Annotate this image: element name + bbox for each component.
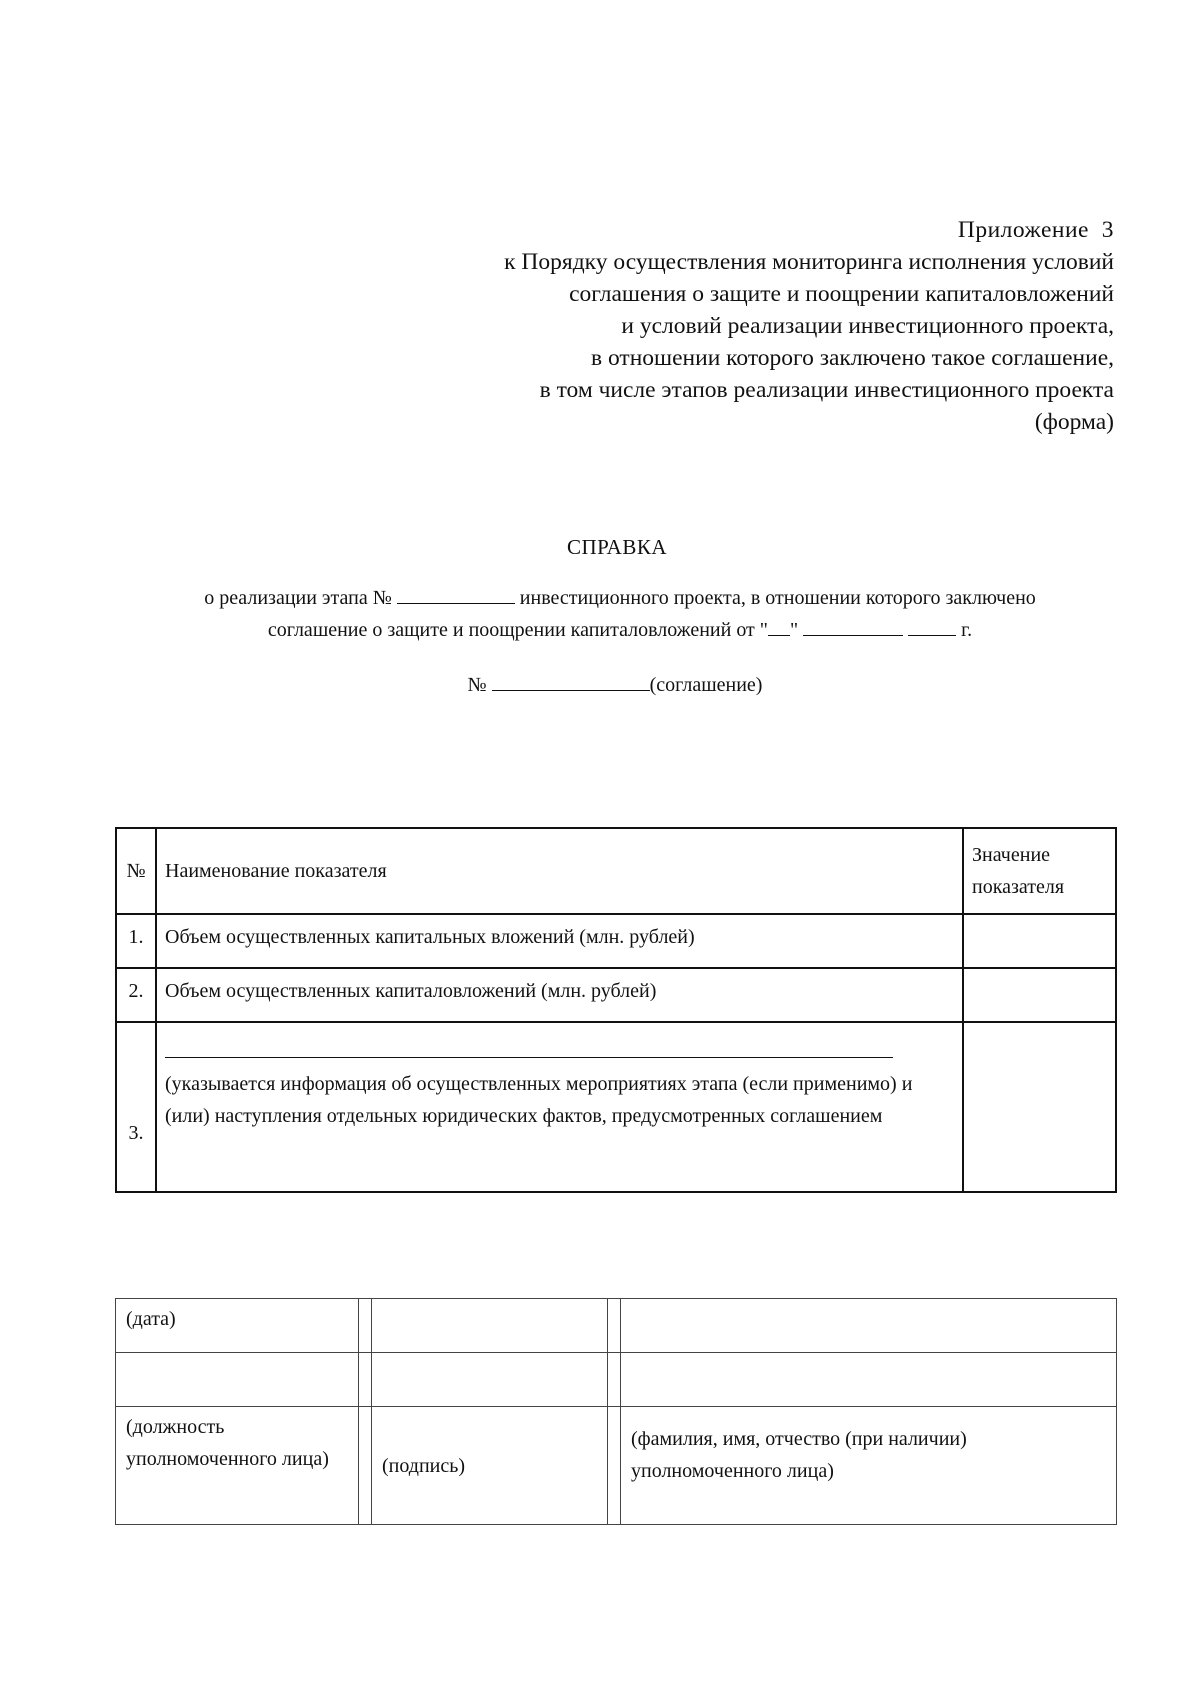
signature-field[interactable] [372,1353,608,1407]
document-title: СПРАВКА [566,535,667,559]
row-name: (указывается информация об осуществленных мероприятиях этапа (если применимо) и (или) наступления отдельных юридических фактов, предусмотренных соглашением [165,1073,913,1127]
date-empty-cell[interactable] [621,1299,1117,1353]
row-value-cell[interactable] [963,968,1116,1022]
agreement-number-blank[interactable] [492,672,650,691]
table-row [116,1022,1116,1192]
row-value-cell[interactable] [963,1022,1116,1192]
spacer-cell [608,1353,621,1407]
signature-label: (подпись) [372,1407,608,1525]
row-name: Объем осуществленных капиталовложений (млн. рублей) [156,968,963,1022]
appendix-label: Приложение 3 [957,217,1114,243]
number-sign: № [467,674,487,696]
appendix-line: в том числе этапов реализации инвестиционного проекта [539,377,1114,403]
spacer-cell [359,1407,372,1525]
appendix-line: соглашения о защите и поощрении капиталовложений [569,281,1114,307]
appendix-form-label: (форма) [1034,409,1114,435]
indicators-table [115,827,1117,1193]
agreement-number-line [0,672,1200,697]
header-num: № [116,828,156,914]
fill-in-line[interactable] [165,1029,893,1058]
row-num: 2. [116,968,156,1022]
signature-label-row [116,1407,1117,1525]
table-header-row [116,828,1116,914]
row-num: 1. [116,914,156,968]
subtitle-text: " [789,619,799,641]
day-blank[interactable] [768,617,790,636]
spacer-cell [608,1299,621,1353]
subtitle-text: соглашение о защите и поощрении капиталовложений от " [267,619,768,641]
subtitle-text: инвестиционного проекта, в отношении которого заключено [519,587,1036,609]
position-label: (должность уполномоченного лица) [116,1407,359,1525]
appendix-line: в отношении которого заключено такое соглашение, [591,345,1114,371]
date-row [116,1299,1117,1353]
signature-input-row [116,1353,1117,1407]
row-name-cell [156,1022,963,1192]
table-row [116,968,1116,1022]
header-name: Наименование показателя [156,828,963,914]
subtitle-text: г. [961,619,973,641]
row-num: 3. [116,1022,156,1192]
year-blank[interactable] [908,617,956,636]
table-row [116,914,1116,968]
month-blank[interactable] [803,617,903,636]
stage-number-blank[interactable] [397,585,515,604]
name-field[interactable] [621,1353,1117,1407]
row-name: Объем осуществленных капитальных вложений (млн. рублей) [156,914,963,968]
spacer-cell [359,1299,372,1353]
appendix-line: и условий реализации инвестиционного проекта, [621,313,1114,339]
signature-table [115,1298,1117,1525]
row-value-cell[interactable] [963,914,1116,968]
spacer-cell [359,1353,372,1407]
name-label: (фамилия, имя, отчество (при наличии) уполномоченного лица) [621,1407,1117,1525]
appendix-header [214,214,1114,438]
document-subtitle [110,582,1130,646]
spacer-cell [608,1407,621,1525]
date-label: (дата) [116,1299,359,1353]
agreement-label: (соглашение) [649,674,763,696]
position-field[interactable] [116,1353,359,1407]
subtitle-text: о реализации этапа № [204,587,392,609]
date-empty-cell[interactable] [372,1299,608,1353]
header-value: Значение показателя [963,828,1116,914]
appendix-line: к Порядку осуществления мониторинга исполнения условий [504,249,1114,275]
